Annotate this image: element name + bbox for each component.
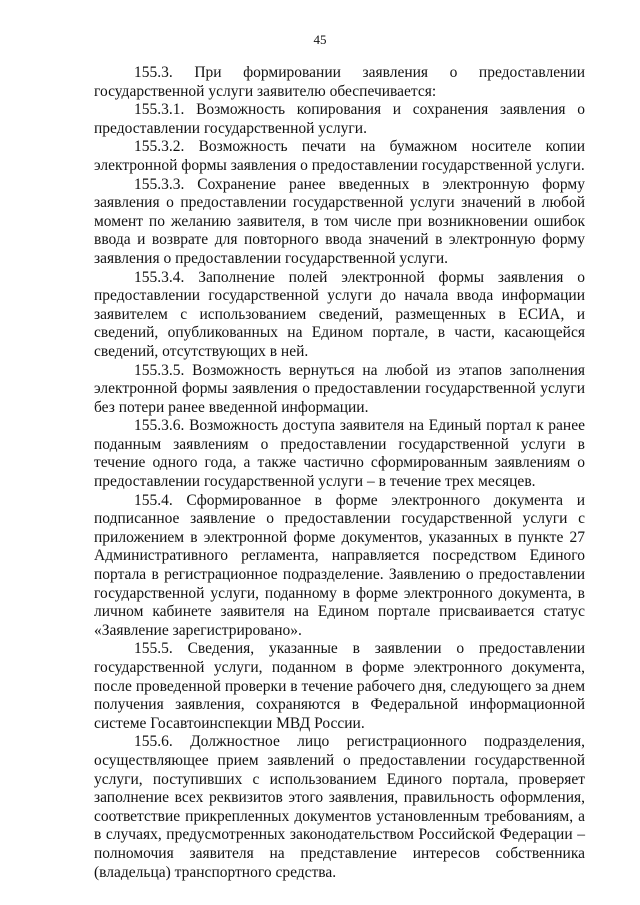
paragraph-155-3-5: 155.3.5. Возможность вернуться на любой из этапов заполнения электронной формы заявления о предоставлении государственной услуги без потери ранее введенной информации. xyxy=(94,361,585,416)
paragraph-155-4: 155.4. Сформированное в форме электронного документа и подписанное заявление о предоставлении государственной услуги с приложением в электронной форме документов, указанных в пункте 27 Административного регламента, направляется посредством Единого портала в регистрационное подразделение. Заявлению о предоставлении государственной услуги, поданному в форме электронного документа, в личном кабинете заявителя на Едином портале присваивается статус «Заявление зарегистрировано». xyxy=(94,491,585,639)
document-body xyxy=(94,64,585,882)
paragraph-155-3: 155.3. При формировании заявления о предоставлении государственной услуги заявителю обеспечивается: xyxy=(94,64,585,100)
paragraph-155-3-3: 155.3.3. Сохранение ранее введенных в электронную форму заявления о предоставлении государственной услуги значений в любой момент по желанию заявителя, в том числе при возникновении ошибок ввода и возврате для повторного ввода значений в электронную форму заявления о предоставлении государственной услуги. xyxy=(94,175,585,267)
paragraph-155-3-6: 155.3.6. Возможность доступа заявителя на Единый портал к ранее поданным заявлениям о предоставлении государственной услуги в течение одного года, а также частично сформированным заявлениям о предоставлении государственной услуги – в течение трех месяцев. xyxy=(94,417,585,491)
paragraph-155-3-2: 155.3.2. Возможность печати на бумажном носителе копии электронной формы заявления о предоставлении государственной услуги. xyxy=(94,138,585,174)
page-number: 45 xyxy=(313,32,327,47)
paragraph-155-3-4: 155.3.4. Заполнение полей электронной формы заявления о предоставлении государственной услуги до начала ввода информации заявителем с использованием сведений, размещенных в ЕСИА, и сведений, опубликованных на Едином портале, в части, касающейся сведений, отсутствующих в ней. xyxy=(94,268,585,360)
paragraph-155-3-1: 155.3.1. Возможность копирования и сохранения заявления о предоставлении государственной услуги. xyxy=(94,101,585,137)
paragraph-155-6: 155.6. Должностное лицо регистрационного подразделения, осуществляющее прием заявлений о предоставлении государственной услуги, поступивших с использованием Единого портала, проверяет заполнение всех реквизитов этого заявления, правильность оформления, соответствие прикрепленных документов установленным требованиям, а в случаях, предусмотренных законодательством Российской Федерации – полномочия заявителя на представление интересов собственника (владельца) транспортного средства. xyxy=(94,733,585,881)
paragraph-155-5: 155.5. Сведения, указанные в заявлении о предоставлении государственной услуги, поданном в форме электронного документа, после проведенной проверки в течение рабочего дня, следующего за днем получения заявления, сохраняются в Федеральной информационной системе Госавтоинспекции МВД России. xyxy=(94,640,585,732)
